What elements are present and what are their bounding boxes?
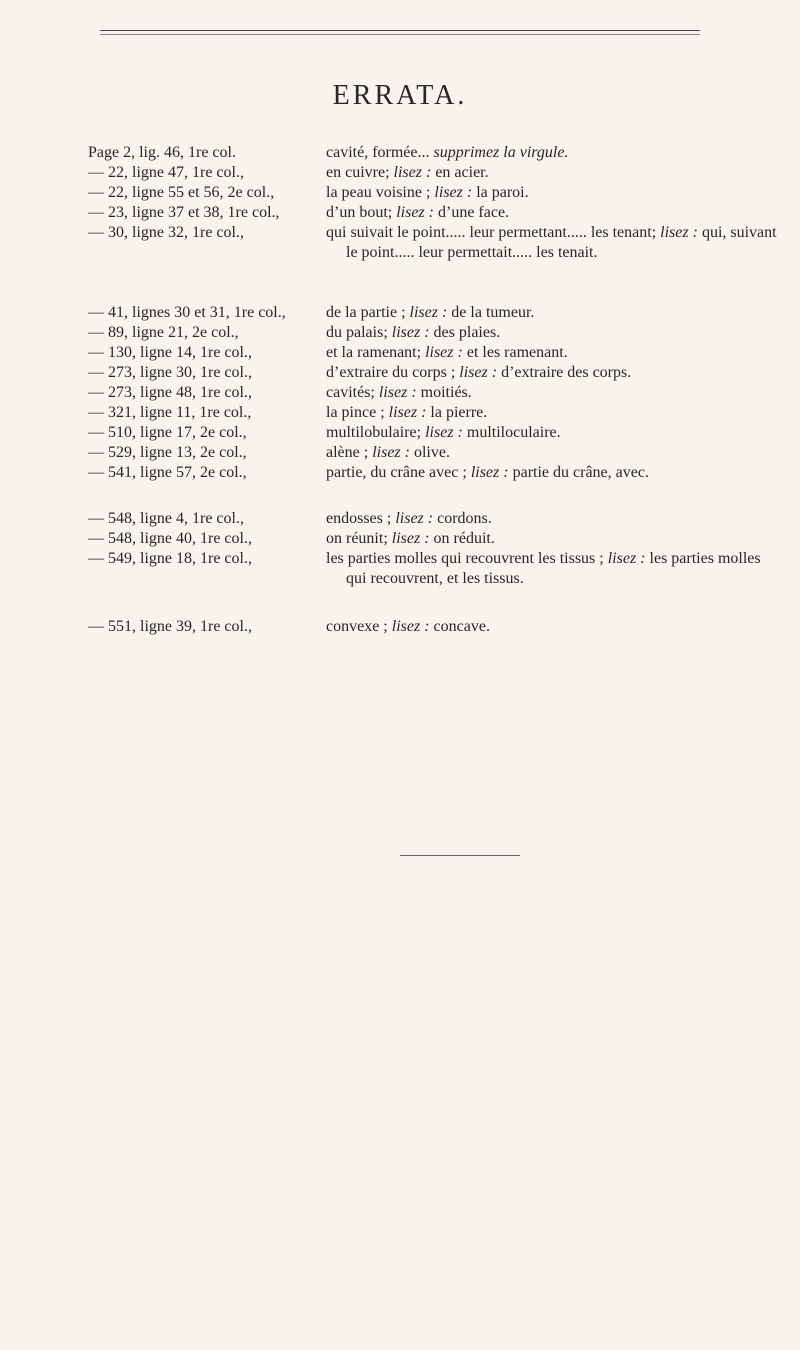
- entry-text: on réunit;: [326, 530, 388, 547]
- entry-correction: [326, 617, 778, 637]
- entry-replacement: la paroi.: [476, 184, 529, 201]
- errata-entry: [88, 303, 788, 323]
- entry-correction: [326, 363, 778, 383]
- entry-reference: — 30, ligne 32, 1re col.,: [88, 224, 244, 241]
- entry-reference: — 548, ligne 40, 1re col.,: [88, 530, 252, 547]
- top-rule: [100, 30, 700, 31]
- entry-instruction: lisez :: [470, 464, 509, 481]
- entry-text: convexe ;: [326, 618, 388, 635]
- entry-reference: — 22, ligne 47, 1re col.,: [88, 164, 244, 181]
- errata-entry: [88, 203, 788, 223]
- errata-entry: [88, 183, 788, 203]
- errata-entry: [88, 403, 788, 423]
- entry-instruction: lisez :: [459, 364, 498, 381]
- entry-correction: [326, 529, 778, 549]
- entry-replacement: en acier.: [435, 164, 489, 181]
- entry-correction: [326, 343, 778, 363]
- entry-text: la peau voisine ;: [326, 184, 431, 201]
- entry-correction: [326, 549, 778, 589]
- entry-replacement: qui, suivant le point..... leur permettait..... les tenait.: [346, 224, 777, 261]
- errata-entry: [88, 509, 788, 529]
- errata-entry: [88, 363, 788, 383]
- entry-correction: [326, 223, 778, 263]
- entry-correction: [326, 323, 778, 343]
- errata-entry: [88, 383, 788, 403]
- entry-replacement: olive.: [413, 444, 450, 461]
- entry-text: partie, du crâne avec ;: [326, 464, 467, 481]
- entry-replacement: cordons.: [437, 510, 492, 527]
- entry-correction: [326, 423, 778, 443]
- page-title: ERRATA.: [332, 80, 468, 111]
- entry-replacement: des plaies.: [433, 324, 501, 341]
- entry-instruction: lisez :: [409, 304, 448, 321]
- entry-reference: — 130, ligne 14, 1re col.,: [88, 344, 252, 361]
- entry-instruction: lisez :: [395, 510, 434, 527]
- entry-text: alène ;: [326, 444, 369, 461]
- entry-text: et la ramenant;: [326, 344, 422, 361]
- entry-instruction: lisez :: [391, 324, 430, 341]
- entry-instruction: lisez :: [372, 444, 410, 461]
- entry-instruction: supprimez la virgule.: [433, 144, 569, 161]
- entry-reference: — 548, ligne 4, 1re col.,: [88, 510, 244, 527]
- entry-instruction: lisez :: [391, 618, 430, 635]
- errata-entry: [88, 423, 788, 443]
- entry-reference: Page 2, lig. 46, 1re col.: [88, 144, 236, 161]
- entry-instruction: lisez :: [391, 530, 430, 547]
- entry-text: endosses ;: [326, 510, 392, 527]
- entry-text: multilobulaire;: [326, 424, 422, 441]
- entry-correction: [326, 463, 778, 483]
- entry-instruction: lisez :: [388, 404, 427, 421]
- entry-reference: — 551, ligne 39, 1re col.,: [88, 618, 252, 635]
- entry-reference: — 541, ligne 57, 2e col.,: [88, 464, 247, 481]
- entry-correction: [326, 143, 778, 163]
- entry-text: en cuivre;: [326, 164, 390, 181]
- entry-instruction: lisez :: [425, 344, 463, 361]
- entry-reference: — 273, ligne 30, 1re col.,: [88, 364, 252, 381]
- entry-text: d’extraire du corps ;: [326, 364, 456, 381]
- entry-text: les parties molles qui recouvrent les tissus ;: [326, 550, 604, 567]
- errata-entry: [88, 323, 788, 343]
- entry-reference: — 273, ligne 48, 1re col.,: [88, 384, 252, 401]
- entry-text: cavité, formée...: [326, 144, 430, 161]
- entry-correction: [326, 303, 778, 323]
- entry-text: de la partie ;: [326, 304, 406, 321]
- errata-entry: [88, 617, 788, 637]
- errata-entry: [88, 443, 788, 463]
- entry-reference: — 89, ligne 21, 2e col.,: [88, 324, 239, 341]
- top-rule-thin: [100, 34, 700, 35]
- entry-replacement: la pierre.: [430, 404, 488, 421]
- entry-replacement: moitiés.: [420, 384, 472, 401]
- entry-reference: — 41, lignes 30 et 31, 1re col.,: [88, 304, 286, 321]
- entry-reference: — 510, ligne 17, 2e col.,: [88, 424, 247, 441]
- errata-list: [88, 143, 788, 637]
- entry-replacement: on réduit.: [433, 530, 495, 547]
- errata-entry: [88, 143, 788, 163]
- entry-instruction: lisez :: [607, 550, 646, 567]
- entry-replacement: concave.: [433, 618, 490, 635]
- entry-text: cavités;: [326, 384, 375, 401]
- entry-instruction: lisez :: [393, 164, 432, 181]
- errata-entry: [88, 163, 788, 183]
- entry-replacement: multiloculaire.: [466, 424, 561, 441]
- entry-replacement: et les ramenant.: [466, 344, 568, 361]
- entry-text: la pince ;: [326, 404, 385, 421]
- entry-instruction: lisez :: [396, 204, 434, 221]
- errata-entry: [88, 549, 788, 617]
- entry-reference: — 22, ligne 55 et 56, 2e col.,: [88, 184, 275, 201]
- entry-instruction: lisez :: [660, 224, 698, 241]
- entry-correction: [326, 383, 778, 403]
- entry-text: d’un bout;: [326, 204, 393, 221]
- errata-entry: [88, 223, 788, 303]
- entry-instruction: lisez :: [378, 384, 417, 401]
- entry-replacement: les parties molles qui recouvrent, et les tissus.: [346, 550, 761, 587]
- entry-instruction: lisez :: [434, 184, 473, 201]
- entry-replacement: d’extraire des corps.: [501, 364, 632, 381]
- bottom-rule: [400, 855, 520, 856]
- entry-correction: [326, 183, 778, 203]
- errata-entry: [88, 343, 788, 363]
- entry-correction: [326, 403, 778, 423]
- entry-correction: [326, 443, 778, 463]
- entry-correction: [326, 163, 778, 183]
- entry-text: qui suivait le point..... leur permettant..... les tenant;: [326, 224, 657, 241]
- entry-reference: — 23, ligne 37 et 38, 1re col.,: [88, 204, 280, 221]
- entry-reference: — 321, ligne 11, 1re col.,: [88, 404, 252, 421]
- entry-correction: [326, 509, 778, 529]
- entry-replacement: de la tumeur.: [451, 304, 535, 321]
- errata-entry: [88, 463, 788, 509]
- entry-reference: — 549, ligne 18, 1re col.,: [88, 550, 252, 567]
- entry-reference: — 529, ligne 13, 2e col.,: [88, 444, 247, 461]
- entry-correction: [326, 203, 778, 223]
- entry-text: du palais;: [326, 324, 388, 341]
- errata-entry: [88, 529, 788, 549]
- entry-replacement: partie du crâne, avec.: [512, 464, 649, 481]
- entry-instruction: lisez :: [425, 424, 463, 441]
- entry-replacement: d’une face.: [438, 204, 510, 221]
